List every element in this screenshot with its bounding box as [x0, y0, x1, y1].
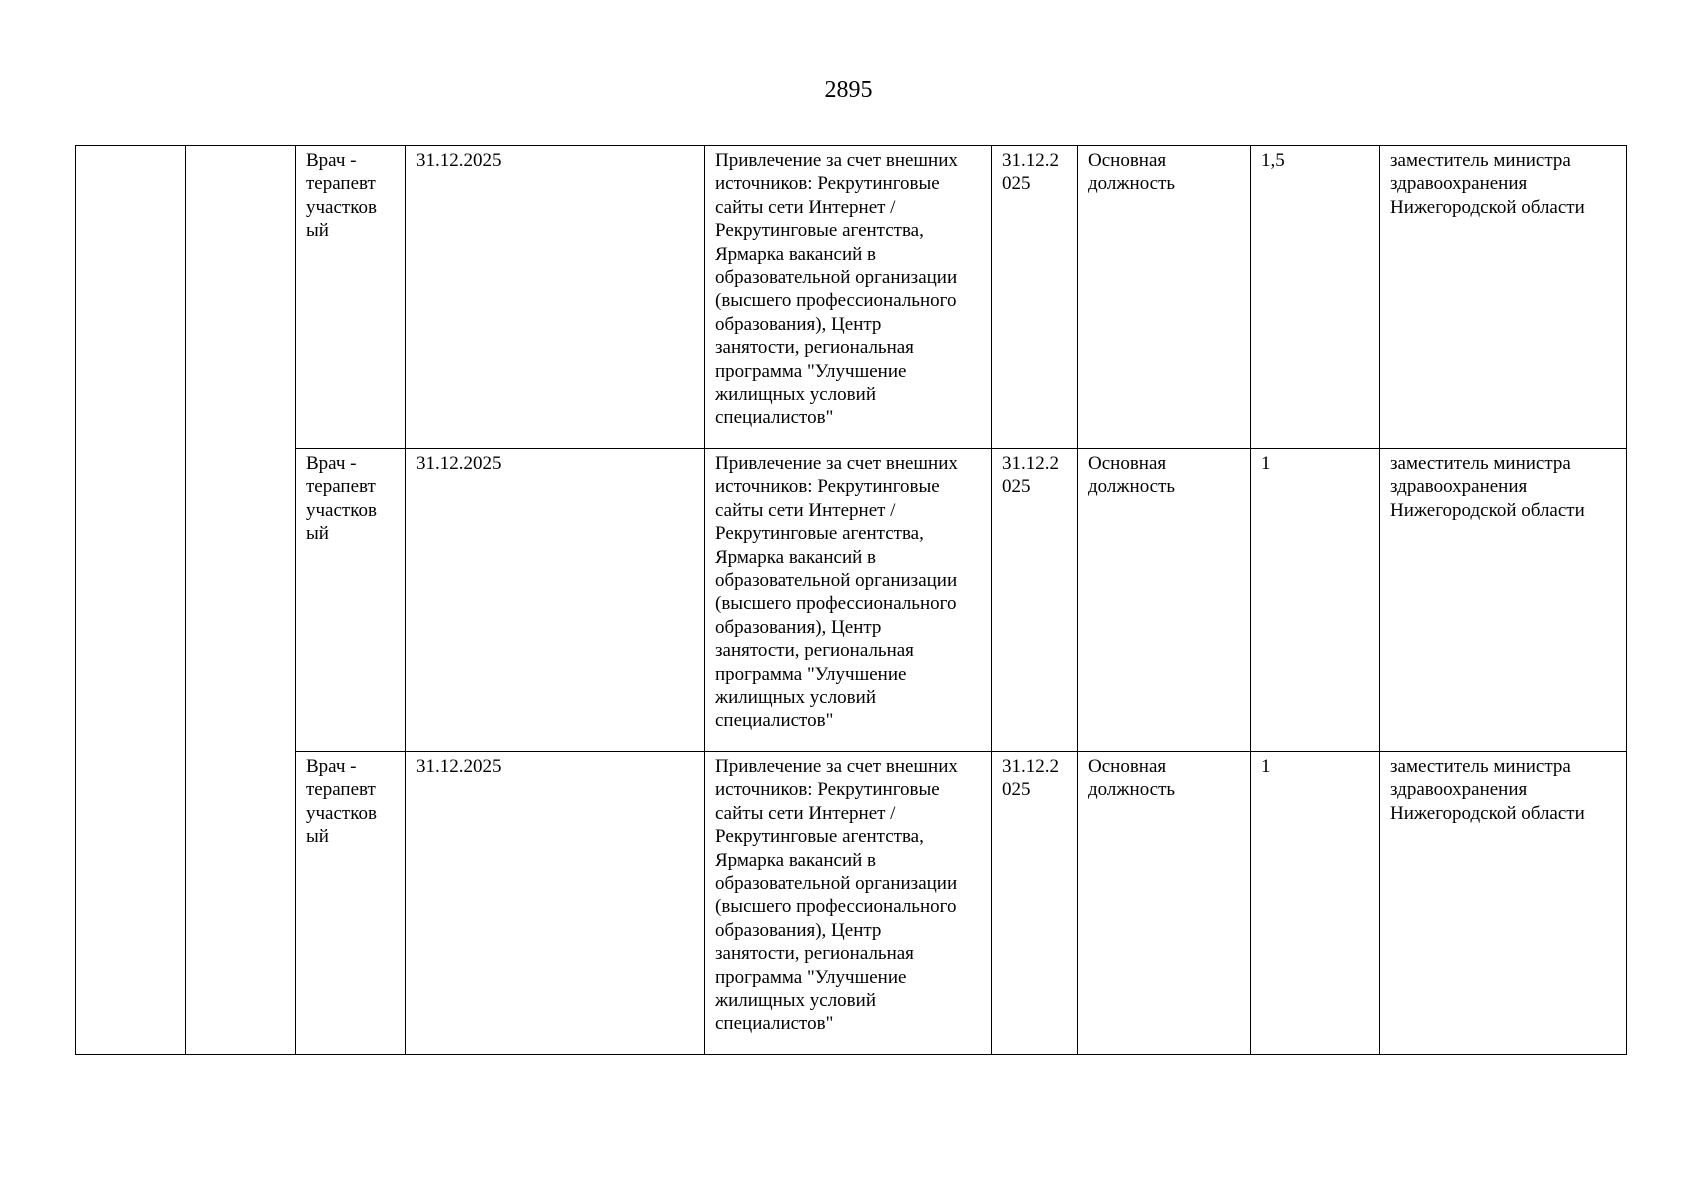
- measures-cell: Привлечение за счет внешних источников: Рекрутинговые сайты сети Интернет / Рекрутинговые агентства, Ярмарка вакансий в образовательной организации (высшего профессионального образования), Центр занятости, региональная программа "Улучшение жилищных условий специалистов": [705, 752, 992, 1055]
- rate-cell: 1: [1251, 449, 1380, 752]
- responsible-cell: заместитель министра здравоохранения Нижегородской области: [1380, 146, 1627, 449]
- table-row: [76, 146, 1627, 449]
- deadline-cell: 31.12.2025: [406, 752, 705, 1055]
- position-cell: Врач - терапевт участков ый: [296, 449, 406, 752]
- merged-cell-col-1: [76, 146, 186, 1055]
- responsible-cell: заместитель министра здравоохранения Нижегородской области: [1380, 449, 1627, 752]
- merged-cell-col-2: [186, 146, 296, 1055]
- rate-cell: 1: [1251, 752, 1380, 1055]
- deadline-cell: 31.12.2025: [406, 146, 705, 449]
- position-cell: Врач - терапевт участков ый: [296, 752, 406, 1055]
- vacancy-table: [75, 145, 1627, 1055]
- date-cell: 31.12.2 025: [992, 449, 1078, 752]
- table-row: [76, 449, 1627, 752]
- rate-cell: 1,5: [1251, 146, 1380, 449]
- date-cell: 31.12.2 025: [992, 146, 1078, 449]
- position-type-cell: Основная должность: [1078, 752, 1251, 1055]
- responsible-cell: заместитель министра здравоохранения Нижегородской области: [1380, 752, 1627, 1055]
- position-cell: Врач - терапевт участков ый: [296, 146, 406, 449]
- position-type-cell: Основная должность: [1078, 146, 1251, 449]
- table-row: [76, 752, 1627, 1055]
- position-type-cell: Основная должность: [1078, 449, 1251, 752]
- deadline-cell: 31.12.2025: [406, 449, 705, 752]
- date-cell: 31.12.2 025: [992, 752, 1078, 1055]
- measures-cell: Привлечение за счет внешних источников: Рекрутинговые сайты сети Интернет / Рекрутинговые агентства, Ярмарка вакансий в образовательной организации (высшего профессионального образования), Центр занятости, региональная программа "Улучшение жилищных условий специалистов": [705, 146, 992, 449]
- measures-cell: Привлечение за счет внешних источников: Рекрутинговые сайты сети Интернет / Рекрутинговые агентства, Ярмарка вакансий в образовательной организации (высшего профессионального образования), Центр занятости, региональная программа "Улучшение жилищных условий специалистов": [705, 449, 992, 752]
- page-number: 2895: [824, 77, 873, 103]
